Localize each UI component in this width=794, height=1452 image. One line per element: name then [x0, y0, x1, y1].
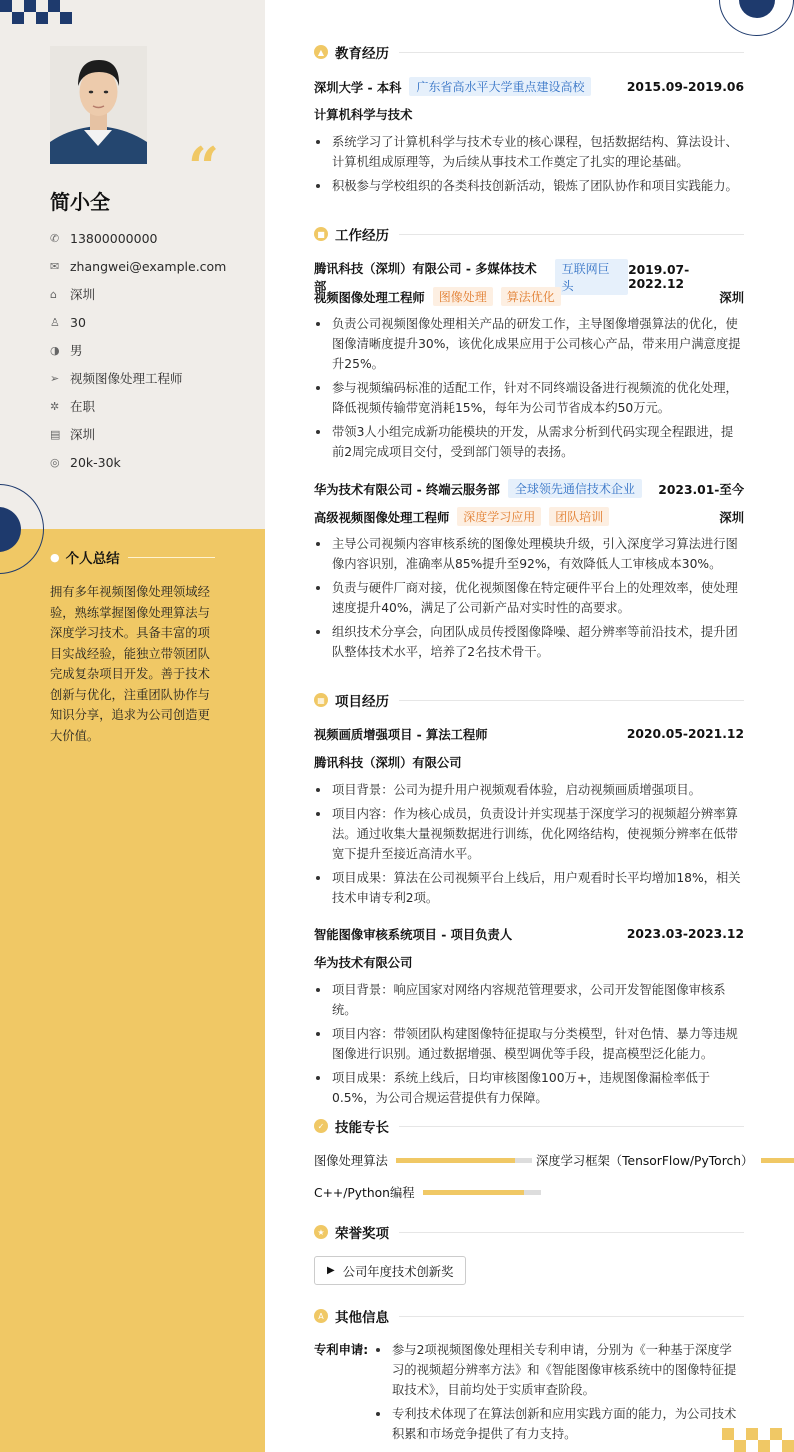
list-item: 项目背景：公司为提升用户视频观看体验，启动视频画质增强项目。: [314, 780, 744, 800]
skill-name: C++/Python编程: [314, 1186, 415, 1200]
project-row: [314, 925, 744, 943]
school-tag: 广东省高水平大学重点建设高校: [409, 77, 591, 96]
education-date: 2015.09-2019.06: [626, 79, 744, 94]
mail-icon: ✉: [50, 259, 60, 273]
list-item: 负责与硬件厂商对接，优化视频图像在特定硬件平台上的处理效率，使处理速度提升40%，满足了公司新产品对实时性的高要求。: [314, 578, 744, 618]
company-name: 华为技术有限公司 - 终端云服务部: [314, 482, 500, 497]
list-item: 项目背景：响应国家对网络内容规范管理要求，公司开发智能图像审核系统。: [314, 980, 744, 1020]
job-bullets: [314, 534, 744, 666]
contact-info-value: 30: [70, 314, 86, 330]
school-name: 深圳大学 - 本科: [314, 80, 402, 95]
job-date: 2019.07-2022.12: [628, 263, 690, 291]
phone-icon: ✆: [50, 231, 60, 245]
section-title: 技能专长: [335, 1120, 389, 1136]
section-awards-header: [314, 1222, 744, 1242]
job-row: [314, 479, 744, 498]
contact-info-value: 深圳: [70, 427, 96, 442]
summary-title: 个人总结: [65, 551, 120, 567]
checker-decoration: [0, 0, 78, 24]
section-title: 工作经历: [335, 228, 389, 244]
patent-label: 专利申请:: [314, 1343, 369, 1357]
list-item: 项目成果：系统上线后，日均审核图像100万+，违规图像漏检率低于0.5%，为公司合规运营提供有力保障。: [314, 1068, 744, 1108]
contact-info-row: [50, 252, 260, 280]
section-education-header: [314, 42, 744, 62]
skill-bar: [396, 1158, 532, 1163]
contact-info-row: [50, 336, 260, 364]
project-bullets: [314, 780, 744, 912]
project-date: 2020.05-2021.12: [626, 727, 744, 741]
position: 视频图像处理工程师: [314, 290, 425, 305]
section-title: 项目经历: [335, 694, 389, 710]
contact-info-row: [50, 448, 260, 476]
summary-header: [50, 547, 215, 567]
list-item: 项目内容：作为核心成员，负责设计并实现基于深度学习的视频超分辨率算法。通过收集大量视频数据进行训练，优化网络结构，使视频分辨率在低带宽下提升至接近高清水平。: [314, 804, 744, 864]
education-bullets: [314, 132, 744, 200]
age-icon: ♙: [50, 315, 60, 329]
project-company: 腾讯科技（深圳）有限公司: [314, 756, 462, 770]
avatar: [50, 46, 147, 164]
skill-item: [536, 1151, 794, 1169]
divider: [399, 1232, 744, 1233]
position: 高级视频图像处理工程师: [314, 510, 450, 525]
job-city: 深圳: [719, 510, 744, 525]
list-item: 积极参与学校组织的各类科技创新活动，锻炼了团队协作和项目实践能力。: [314, 176, 744, 196]
list-item: 参与视频编码标准的适配工作，针对不同终端设备进行视频流的优化处理，降低视频传输带宽消耗15%，每年为公司节省成本约50万元。: [314, 378, 744, 418]
job-date: 2023.01-至今: [658, 482, 744, 497]
section-other-header: [314, 1306, 744, 1326]
building-icon: ▤: [50, 427, 61, 441]
skill-name: 深度学习框架（TensorFlow/PyTorch）: [536, 1154, 754, 1168]
contact-info-row: [50, 392, 260, 420]
list-item: 带领3人小组完成新功能模块的开发，从需求分析到代码实现全程跟进，提前2周完成项目交付，受到部门领导的表扬。: [314, 422, 744, 462]
section-title: 其他信息: [335, 1310, 389, 1326]
list-item: 项目成果：算法在公司视频平台上线后，用户观看时长平均增加18%，相关技术申请专利2项。: [314, 868, 744, 908]
skill-tag: 深度学习应用: [457, 507, 541, 526]
skill-item: [314, 1183, 541, 1201]
section-work-header: [314, 224, 744, 244]
skill-name: 图像处理算法: [314, 1154, 388, 1168]
divider: [399, 700, 744, 701]
divider: [128, 557, 215, 558]
list-item: 专利技术体现了在算法创新和应用实践方面的能力，为公司技术积累和市场竞争提供了有力支持。: [374, 1404, 744, 1444]
award-item[interactable]: [314, 1256, 466, 1285]
list-item: 项目内容：带领团队构建图像特征提取与分类模型，针对色情、暴力等违规图像进行识别。通过数据增强、模型调优等手段，提高模型泛化能力。: [314, 1024, 744, 1064]
contact-info-value: 13800000000: [70, 230, 158, 246]
contact-info-row: [50, 364, 260, 392]
contact-info-row: [50, 420, 260, 448]
contact-info-value: 20k-30k: [70, 454, 121, 470]
grid-icon: ▦: [314, 693, 328, 707]
section-skills-header: [314, 1116, 744, 1136]
status-icon: ✲: [50, 399, 60, 413]
divider: [399, 234, 744, 235]
company-tag: 互联网巨头: [555, 259, 628, 295]
contact-info-value: 在职: [70, 399, 96, 414]
skill-bar: [761, 1158, 794, 1163]
thumbs-up-icon: ✓: [314, 1119, 328, 1133]
skill-tag: 团队培训: [549, 507, 609, 526]
major: 计算机科学与技术: [314, 108, 413, 122]
list-item: 负责公司视频图像处理相关产品的研发工作，主导图像增强算法的优化，使图像清晰度提升30%，该优化成果应用于公司核心产品，带来用户满意度提升25%。: [314, 314, 744, 374]
contact-info-row: [50, 280, 260, 308]
briefcase-icon: ■: [314, 227, 328, 241]
list-item: 组织技术分享会，向团队成员传授图像降噪、超分辨率等前沿技术，提升团队整体技术水平，培养了2名技术骨干。: [314, 622, 744, 662]
project-date: 2023.03-2023.12: [626, 927, 744, 941]
quote-icon: “: [188, 135, 220, 199]
skill-bar: [423, 1190, 541, 1195]
contact-info-row: [50, 308, 260, 336]
divider: [399, 1316, 744, 1317]
contact-info-list: [50, 224, 260, 476]
project-company-row: [314, 753, 744, 771]
list-item: 主导公司视频内容审核系统的图像处理模块升级，引入深度学习算法进行图像内容识别，准确率从85%提升至92%，有效降低人工审核成本30%。: [314, 534, 744, 574]
contact-info-value: zhangwei@example.com: [70, 258, 227, 274]
send-icon: ➢: [50, 371, 60, 385]
contact-info-row: [50, 224, 260, 252]
award-icon: ★: [314, 1225, 328, 1239]
section-title: 荣誉奖项: [335, 1226, 389, 1242]
skill-tag: 图像处理: [433, 287, 493, 306]
home-icon: ⌂: [50, 287, 57, 301]
play-triangle-icon: ▶: [327, 1265, 335, 1276]
project-company-row: [314, 953, 744, 971]
position-row: [314, 507, 744, 526]
project-bullets: [314, 980, 744, 1112]
contact-info-value: 深圳: [70, 287, 96, 302]
section-projects-header: [314, 690, 744, 710]
company-tag: 全球领先通信技术企业: [508, 479, 642, 498]
patent-bullets: [374, 1340, 744, 1448]
contact-info-value: 视频图像处理工程师: [70, 371, 183, 386]
project-name: 智能图像审核系统项目 - 项目负责人: [314, 928, 513, 942]
company-name: 腾讯科技（深圳）有限公司 - 多媒体技术部: [314, 262, 537, 294]
job-city: 深圳: [719, 290, 744, 305]
job-bullets: [314, 314, 744, 466]
position-row: [314, 287, 744, 306]
gender-icon: ◑: [50, 343, 60, 357]
summary-text: 拥有多年视频图像处理领域经验，熟练掌握图像处理算法与深度学习技术。具备丰富的项目实战经验，能独立带领团队完成复杂项目开发。善于技术创新与优化，注重团队协作与知识分享，追求为公司创造更大价值。: [50, 585, 210, 743]
info-icon: A: [314, 1309, 328, 1323]
skill-item: [314, 1151, 532, 1169]
graduation-cap-icon: ▲: [314, 45, 328, 59]
section-title: 教育经历: [335, 46, 389, 62]
project-row: [314, 725, 744, 743]
award-name: 公司年度技术创新奖: [342, 1264, 454, 1279]
user-icon: ●: [50, 550, 60, 564]
skill-tag: 算法优化: [501, 287, 561, 306]
list-item: 系统学习了计算机科学与技术专业的核心课程，包括数据结构、算法设计、计算机组成原理等，为后续从事技术工作奠定了扎实的理论基础。: [314, 132, 744, 172]
list-item: 参与2项视频图像处理相关专利申请，分别为《一种基于深度学习的视频超分辨率方法》和《智能图像审核系统中的图像特征提取技术》，目前均处于实质审查阶段。: [374, 1340, 744, 1400]
divider: [399, 52, 744, 53]
salary-icon: ◎: [50, 455, 60, 469]
major-row: [314, 105, 744, 123]
contact-info-value: 男: [70, 343, 83, 358]
project-company: 华为技术有限公司: [314, 956, 413, 970]
divider: [399, 1126, 744, 1127]
project-name: 视频画质增强项目 - 算法工程师: [314, 728, 488, 742]
education-row: [314, 77, 744, 96]
candidate-name: 简小全: [50, 190, 110, 214]
